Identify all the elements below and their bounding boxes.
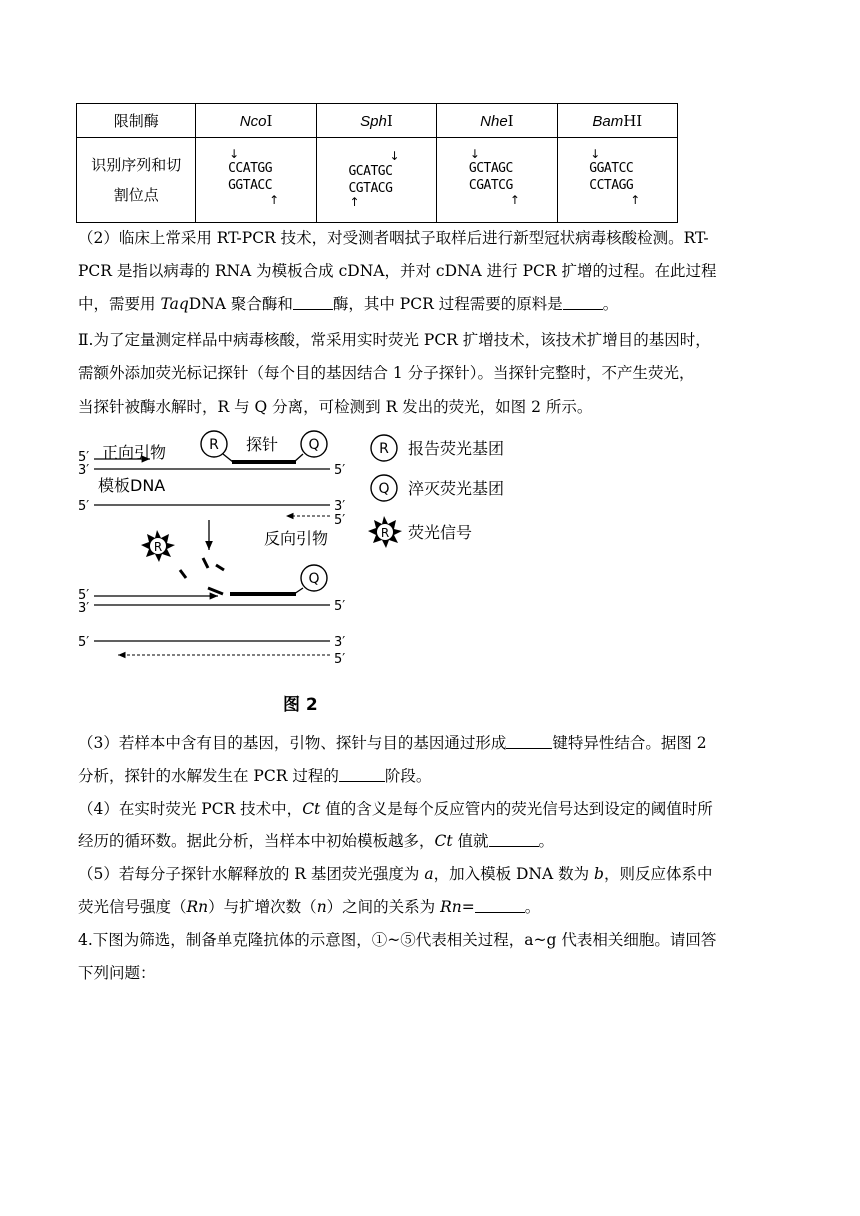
- answer-blank[interactable]: [293, 295, 333, 310]
- end-label: 5′: [334, 599, 346, 614]
- text-span: 阶段。: [384, 767, 432, 785]
- fluorescence-signal-icon: [141, 530, 175, 562]
- restriction-enzyme-table: [76, 103, 678, 223]
- text-span: （5）若每分子探针水解释放的 R 基团荧光强度为: [78, 865, 425, 883]
- end-label: 3′: [78, 463, 90, 478]
- legend-reporter-icon: [371, 435, 397, 461]
- sequence-top: GCATGC: [348, 164, 393, 179]
- end-label: 5′: [78, 450, 90, 465]
- part2-line: 当探针被酶水解时，R 与 Q 分离，可检测到 R 发出的荧光，如图 2 所示。: [78, 398, 593, 416]
- text-span: 中，需要用: [78, 295, 161, 313]
- text-span: 经历的循环数。据此分析，当样本中初始模板越多，: [78, 832, 435, 850]
- text-span: 。: [602, 295, 619, 313]
- sequence-cell: [557, 138, 677, 223]
- enzyme-name: Bam: [592, 112, 624, 130]
- question-3-line: [78, 733, 798, 753]
- cut-arrow-down-icon: ↓: [229, 147, 240, 161]
- part2-line: Ⅱ.为了定量测定样品中病毒核酸，常采用实时荧光 PCR 扩增技术，该技术扩增目的基因时，: [78, 331, 711, 349]
- enzyme-suffix: Ⅰ: [266, 111, 273, 130]
- question-5-line: [78, 897, 798, 917]
- legend-symbol: R: [379, 441, 389, 457]
- question-2-line: （2）临床上常采用 RT-PCR 技术，对受测者咽拭子取样后进行新型冠状病毒核酸检测。RT-: [78, 229, 709, 247]
- enzyme-name-cell: [437, 104, 557, 138]
- end-label: 5′: [78, 499, 90, 514]
- reporter-letter: R: [209, 437, 219, 453]
- cut-arrow-up-icon: ↑: [630, 193, 641, 207]
- template-dna-label: 模板DNA: [98, 476, 166, 495]
- enzyme-name-cell: [557, 104, 677, 138]
- sequence-top: GGATCC: [589, 161, 634, 176]
- table-header-row: [77, 104, 678, 138]
- figure-caption: 图 2: [283, 695, 318, 715]
- text-span: ）之间的关系为: [326, 898, 441, 916]
- text-span: 。: [538, 832, 555, 850]
- part2-line: 需额外添加荧光标记探针（每个目的基因结合 1 分子探针）。当探针完整时，不产生荧光，: [78, 364, 695, 382]
- enzyme-name: Nco: [239, 112, 267, 130]
- probe-bar: [230, 592, 296, 596]
- sequence-cell: [437, 138, 557, 223]
- row-label-line: 割位点: [113, 186, 159, 204]
- enzyme-suffix: HⅠ: [623, 111, 643, 130]
- question-4-line: [78, 831, 798, 851]
- answer-blank[interactable]: [506, 734, 552, 749]
- legend-symbol: R: [380, 526, 390, 540]
- sequence-cell: [316, 138, 436, 223]
- probe-label: 探针: [246, 435, 279, 454]
- enzyme-name-cell: [196, 104, 316, 138]
- taq-italic: Taq: [160, 295, 189, 313]
- text-span: （3）若样本中含有目的基因，引物、探针与目的基因通过形成: [78, 734, 507, 752]
- figure-legend: [366, 428, 566, 568]
- legend-text: 报告荧光基团: [408, 439, 505, 458]
- text-span: DNA 聚合酶和: [188, 295, 293, 313]
- table-row-label: [77, 138, 196, 223]
- question-2-line: PCR 是指以病毒的 RNA 为模板合成 cDNA，并对 cDNA 进行 PCR 扩增的过程。在此过程: [78, 262, 717, 280]
- text-span: ，加入模板 DNA 数为: [433, 865, 595, 883]
- sequence-bottom: CGATCG: [468, 178, 513, 193]
- text-span: 荧光信号强度（: [78, 898, 187, 916]
- end-label: 5′: [334, 652, 346, 667]
- text-span: ，则反应体系中: [603, 865, 713, 883]
- sequence-top: CCATGG: [228, 161, 273, 176]
- question-next-line: 下列问题：: [78, 964, 156, 982]
- question-3-line: [78, 766, 798, 786]
- forward-primer-label: 正向引物: [102, 443, 167, 462]
- end-label: 3′: [334, 499, 346, 514]
- answer-blank[interactable]: [339, 767, 385, 782]
- text-span: 酶，其中 PCR 过程需要的原料是: [332, 295, 563, 313]
- text-span: 分析，探针的水解发生在 PCR 过程的: [78, 767, 339, 785]
- question-5-line: [78, 864, 798, 884]
- cut-arrow-down-icon: ↓: [590, 147, 601, 161]
- cut-arrow-up-icon: ↑: [269, 193, 280, 207]
- sequence-bottom: GGTACC: [228, 178, 273, 193]
- cut-arrow-down-icon: ↓: [389, 149, 400, 163]
- end-label: 3′: [334, 635, 346, 650]
- reverse-primer-label: 反向引物: [264, 529, 329, 548]
- sequence-cell: [196, 138, 316, 223]
- sequence-top: GCTAGC: [468, 161, 513, 176]
- cut-arrow-up-icon: ↑: [509, 193, 520, 207]
- ct-italic: Ct: [434, 832, 453, 850]
- sequence-bottom: CCTAGG: [589, 178, 634, 193]
- enzyme-suffix: Ⅰ: [386, 111, 393, 130]
- reporter-circle-icon: [201, 431, 227, 457]
- enzyme-name-cell: [316, 104, 436, 138]
- sequence-bottom: CGTACG: [348, 181, 393, 196]
- text-span: 。: [524, 898, 541, 916]
- probe-bar: [232, 460, 296, 464]
- text-span: =: [461, 898, 475, 916]
- answer-blank[interactable]: [489, 832, 539, 847]
- var-n: n: [316, 898, 327, 916]
- end-label: 5′: [78, 588, 90, 603]
- quencher-letter: Q: [308, 437, 320, 453]
- ct-italic: Ct: [302, 800, 321, 818]
- text-span: 键特异性结合。据图 2: [552, 734, 707, 752]
- legend-text: 淬灭荧光基团: [408, 479, 505, 498]
- quencher-circle-icon: [301, 565, 327, 591]
- var-rn: Rn: [186, 898, 209, 916]
- enzyme-name: Sph: [360, 112, 387, 130]
- text-span: 值就: [452, 832, 489, 850]
- question-4-line: [78, 799, 798, 819]
- row-label-line: 识别序列和切: [91, 156, 182, 174]
- end-label: 5′: [334, 463, 346, 478]
- var-rn: Rn: [440, 898, 462, 916]
- text-span: （4）在实时荧光 PCR 技术中，: [78, 800, 303, 818]
- cut-arrow-up-icon: ↑: [349, 195, 360, 209]
- text-span: 值的含义是每个反应管内的荧光信号达到设定的阈值时所: [320, 800, 713, 818]
- question-2-line: [78, 294, 798, 314]
- end-label: 3′: [78, 601, 90, 616]
- legend-signal-icon: [368, 516, 402, 548]
- quencher-letter: Q: [308, 571, 320, 587]
- cut-arrow-down-icon: ↓: [469, 147, 480, 161]
- end-label: 5′: [78, 635, 90, 650]
- quencher-circle-icon: [301, 431, 327, 457]
- var-b: b: [594, 865, 604, 883]
- legend-quencher-icon: [371, 475, 397, 501]
- enzyme-suffix: Ⅰ: [507, 111, 514, 130]
- enzyme-name: Nhe: [480, 112, 508, 130]
- signal-letter: R: [153, 540, 163, 554]
- text-span: ）与扩增次数（: [208, 898, 317, 916]
- end-label: 5′: [334, 513, 346, 528]
- answer-blank[interactable]: [475, 898, 525, 913]
- table-header-label: 限制酶: [77, 104, 196, 138]
- answer-blank[interactable]: [563, 295, 603, 310]
- table-sequence-row: [77, 138, 678, 223]
- question-next-line: 4.下图为筛选，制备单克隆抗体的示意图，①~⑤代表相关过程，a~g 代表相关细胞。请回答: [78, 931, 717, 949]
- legend-symbol: Q: [378, 481, 390, 497]
- var-a: a: [424, 865, 434, 883]
- legend-text: 荧光信号: [408, 523, 473, 542]
